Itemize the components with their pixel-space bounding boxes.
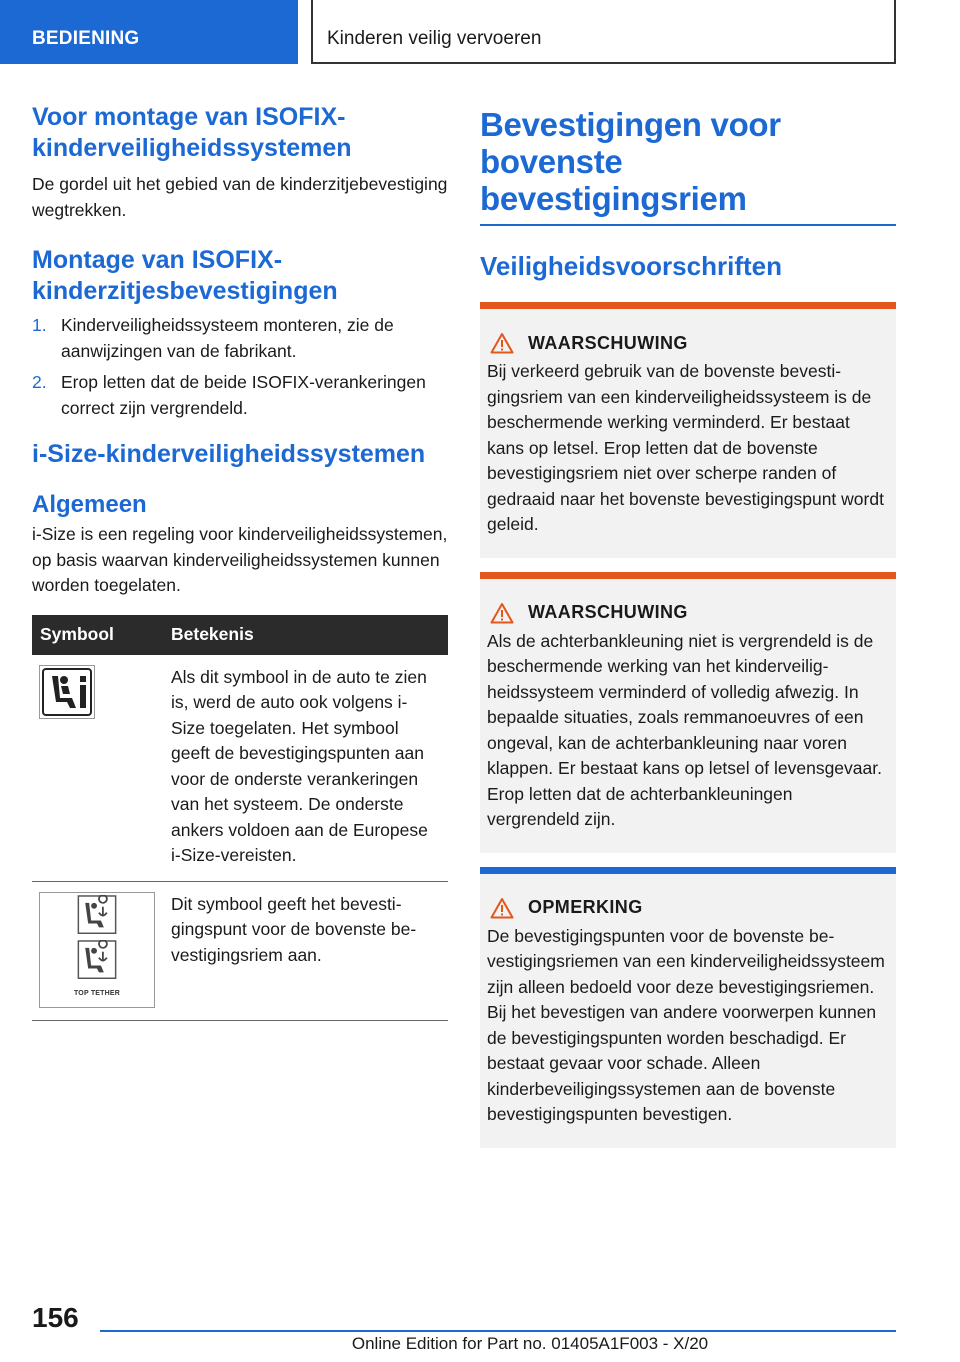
- notice-triangle-icon: [490, 897, 514, 919]
- warning-text: Bij verkeerd gebruik van de bovenste bevestigingsriem van een kinderveiligheidssysteem is de beschermende werking verminderd. Er bestaat kans op letsel. Erop letten dat de bovenste bevestigingsriem niet over scherpe randen of gedraaid naar het bovenste bevestigingspunt wordt geleid.: [487, 361, 884, 534]
- subheading-general: Algemeen: [32, 491, 147, 518]
- meaning-cell: Als dit symbool in de auto te zien is, werd de auto ook volgens i-Size toegelaten. Het symbool geeft de bevestigingspunten aan voor de onderste verankeringen van het systeem. De onderste ankers voldoen aan de Europese i-Size-vereisten.: [163, 655, 448, 882]
- top-tether-label: TOP TETHER: [73, 990, 121, 997]
- notice-title: [487, 896, 888, 920]
- step-number: 1.: [32, 315, 47, 335]
- step-text: Erop letten dat de beide ISOFIX-verankeringen correct zijn vergrendeld.: [61, 372, 426, 418]
- warning-triangle-icon: [490, 332, 514, 354]
- isize-text: i-Size is een regeling voor kinderveiligheidssystemen, op basis waarvan kinderveiligheidssystemen kunnen worden toegelaten.: [32, 524, 448, 595]
- warning-label: WAARSCHUWING: [528, 332, 688, 353]
- isofix-preparation-text: De gordel uit het gebied van de kinderzitjebevestiging wegtrekken.: [32, 174, 448, 220]
- table-row: [32, 655, 448, 882]
- warning-triangle-icon: [490, 602, 514, 624]
- isize-child-seat-icon: [39, 665, 95, 719]
- warning-title: [487, 331, 888, 355]
- step-text: Kinderveiligheidssysteem monteren, zie de aanwijzingen van de fabrikant.: [61, 315, 394, 361]
- chapter-title: Kinderen veilig vervoeren: [311, 0, 896, 64]
- heading-isofix-preparation: Voor montage van ISOFIX-kinderveiligheidssystemen: [32, 103, 352, 162]
- notice-text: De bevestigingspunten voor de bovenste bevestigingsriemen van een kinderveiligheidssysteem zijn alleen bedoeld voor deze bevestigingsriemen. Bij het bevestigen van andere voorwerpen kunnen de bevestigingspunten worden beschadigd. Er bestaat gevaar voor schade. Alleen kinderbeveiligingssystemen aan de bovenste bevestigingspunten bevestigen.: [487, 925, 885, 1124]
- top-tether-icon: [39, 892, 155, 1008]
- heading-isofix-mounting: Montage van ISOFIX-kinderzitjesbevestigingen: [32, 246, 338, 305]
- step-number: 2.: [32, 372, 47, 392]
- footer-rule: [100, 1330, 896, 1332]
- notice-label: OPMERKING: [528, 897, 643, 917]
- heading-isize: i-Size-kinderveiligheidssystemen: [32, 440, 426, 468]
- warning-bar: [480, 302, 896, 309]
- footer-edition: Online Edition for Part no. 01405A1F003 - X/20: [351, 1334, 709, 1353]
- heading-top-tether: Bevestigingen voor bovenste bevestigingsriem: [480, 106, 781, 217]
- symbol-table: [32, 615, 448, 1021]
- column-header-meaning: Betekenis: [163, 615, 448, 655]
- page-number: 156: [32, 1302, 79, 1333]
- warning-text: Als de achterbankleuning niet is vergrendeld is de beschermende werking van het kinderveiligheidssysteem verminderd of volledig afwezig. In bepaalde situaties, zoals remmanoeuvres of een ongeval, kan de achterbankleuning naar voren klappen. Er bestaat kans op letsel of levensgevaar. Erop letten dat de achterbankleuningen vergrendeld zijn.: [487, 630, 882, 829]
- table-row: [32, 881, 448, 1020]
- heading-underline: [480, 224, 896, 226]
- symbol-cell: [32, 655, 163, 882]
- mounting-steps: [32, 313, 448, 421]
- left-column: [32, 102, 448, 1021]
- notice-box: [480, 867, 896, 1148]
- notice-bar: [480, 867, 896, 874]
- meaning-cell: Dit symbool geeft het bevestigingspunt voor de bovenste bevestigingsriem aan.: [163, 881, 448, 1020]
- column-header-symbol: Symbool: [32, 615, 163, 655]
- warning-title: [487, 601, 888, 625]
- warning-label: WAARSCHUWING: [528, 602, 688, 622]
- list-item: [32, 313, 448, 364]
- section-tab: BEDIENING: [0, 0, 298, 64]
- warning-box: [480, 572, 896, 853]
- symbol-cell: [32, 881, 163, 1020]
- table-header-row: [32, 615, 448, 655]
- list-item: [32, 370, 448, 421]
- warning-box: [480, 302, 896, 558]
- subheading-safety: Veiligheidsvoorschriften: [480, 251, 782, 281]
- right-column: [480, 102, 896, 1148]
- warning-bar: [480, 572, 896, 579]
